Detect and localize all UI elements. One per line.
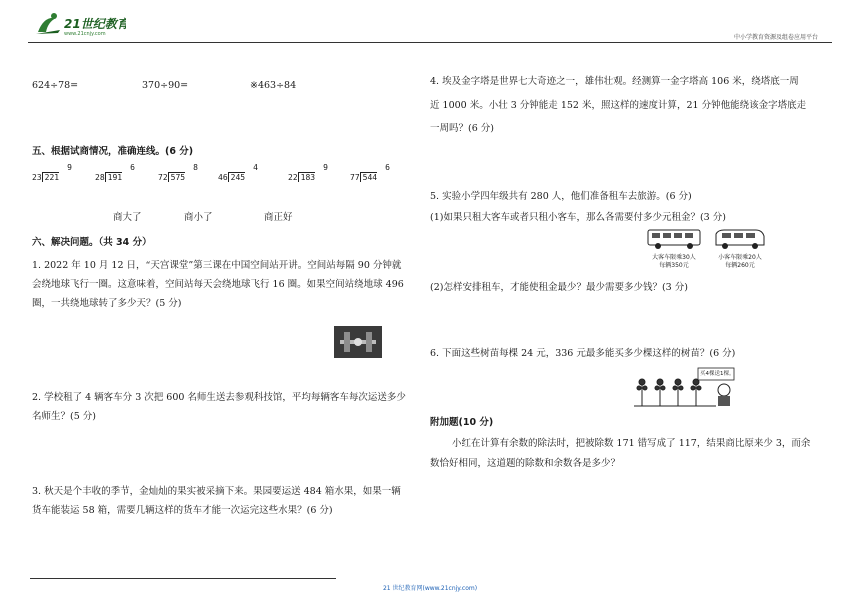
dividend: 221 bbox=[42, 172, 59, 182]
question-3-line: 3. 秋天是个丰收的季节，金灿灿的果实被采摘下来。果园要运送 484 箱水果，如果一辆 bbox=[32, 486, 401, 497]
space-station-image bbox=[334, 326, 382, 358]
small-bus-capacity: 小客车限乘20人 bbox=[718, 254, 762, 261]
divisor: 72 bbox=[158, 173, 168, 182]
question-6-line: 6. 下面这些树苗每棵 24 元，336 元最多能买多少棵这样的树苗？(6 分) bbox=[430, 348, 736, 359]
question-2-line: 名师生？(5 分) bbox=[32, 411, 96, 422]
long-division bbox=[350, 163, 392, 193]
quotient: 4 bbox=[253, 163, 258, 172]
question-2-line: 2. 学校租了 4 辆客车分 3 次把 600 名师生送去参观科技馆，平均每辆客车每次运送多少 bbox=[32, 392, 406, 403]
question-5-part-1: (1)如果只租大客车或者只租小客车，那么各需要付多少元租金？(3 分) bbox=[430, 212, 726, 223]
question-1-line: 会绕地球飞行一圈。这意味着，空间站每天会绕地球飞行 16 圈。如果空间站绕地球 496 bbox=[32, 279, 404, 290]
svg-text:21世纪教育: 21世纪教育 bbox=[64, 17, 126, 31]
small-bus-image bbox=[710, 228, 770, 272]
dividend: 245 bbox=[228, 172, 245, 182]
question-5-part-2: (2)怎样安排租车，才能使租金最少？最少需要多少钱？(3 分) bbox=[430, 282, 688, 293]
footer-site-text[interactable]: 21 世纪教育网(www.21cnjy.com) bbox=[382, 585, 478, 592]
divisor: 22 bbox=[288, 173, 298, 182]
quotient: 9 bbox=[67, 163, 72, 172]
divisor: 23 bbox=[32, 173, 42, 182]
question-3-line: 货车能装运 58 箱，需要几辆这样的货车才能一次运完这些水果？(6 分) bbox=[32, 505, 333, 516]
quotient: 9 bbox=[323, 163, 328, 172]
dividend: 191 bbox=[105, 172, 122, 182]
bonus-line: 数恰好相同，这道题的除数和余数各是多少？ bbox=[430, 458, 621, 469]
svg-text:www.21cnjy.com: www.21cnjy.com bbox=[64, 31, 106, 37]
big-bus-price: 每辆350元 bbox=[659, 262, 689, 269]
choice-label: 商小了 bbox=[184, 212, 213, 223]
calc-item: 370÷90= bbox=[142, 80, 189, 91]
question-4-line: 近 1000 米。小壮 3 分钟能走 152 米，照这样的速度计算，21 分钟他能绕该金字塔底走 bbox=[430, 100, 807, 111]
long-division bbox=[288, 163, 330, 193]
divisor: 28 bbox=[95, 173, 105, 182]
dividend: 544 bbox=[360, 172, 377, 182]
question-5-line: 5. 实验小学四年级共有 280 人，他们准备租车去旅游。(6 分) bbox=[430, 191, 692, 202]
calc-item: 624÷78= bbox=[32, 80, 79, 91]
saplings-image bbox=[632, 366, 736, 410]
question-4-line: 4. 埃及金字塔是世界七大奇迹之一，雄伟壮观。经测算一金字塔高 106 米，绕塔底一周 bbox=[430, 76, 799, 87]
platform-label: 中小学教育资源及组卷应用平台 bbox=[733, 34, 818, 41]
long-division bbox=[95, 163, 137, 193]
dividend: 183 bbox=[298, 172, 315, 182]
speech-bubble-text: 买4棵送1棵。 bbox=[700, 371, 735, 377]
question-1-line: 1. 2022 年 10 月 12 日，“天宫课堂”第三课在中国空间站开讲。空间站每隔 90 分钟就 bbox=[32, 260, 402, 271]
footer-rule bbox=[30, 578, 336, 579]
big-bus-capacity: 大客车限乘30人 bbox=[652, 254, 696, 261]
bonus-title: 附加题(10 分) bbox=[430, 417, 494, 428]
big-bus-image bbox=[646, 228, 702, 272]
long-division bbox=[32, 163, 74, 193]
quotient: 6 bbox=[130, 163, 135, 172]
calc-item: ※463÷84 bbox=[250, 80, 297, 91]
long-division bbox=[158, 163, 200, 193]
question-4-line: 一周吗？(6 分) bbox=[430, 123, 494, 134]
header-rule bbox=[28, 42, 832, 43]
section-6-title: 六、解决问题。（共 34 分） bbox=[32, 237, 152, 248]
choice-label: 商大了 bbox=[113, 212, 142, 223]
quotient: 6 bbox=[385, 163, 390, 172]
section-5-title: 五、根据试商情况，准确连线。(6 分) bbox=[32, 146, 194, 157]
question-1-line: 圈，一共绕地球转了多少天？(5 分) bbox=[32, 298, 182, 309]
quotient: 8 bbox=[193, 163, 198, 172]
choice-label: 商正好 bbox=[264, 212, 293, 223]
divisor: 77 bbox=[350, 173, 360, 182]
site-logo bbox=[34, 10, 126, 38]
dividend: 575 bbox=[168, 172, 185, 182]
long-division bbox=[218, 163, 260, 193]
small-bus-price: 每辆260元 bbox=[725, 262, 755, 269]
bonus-line: 小红在计算有余数的除法时，把被除数 171 错写成了 117，结果商比原来少 3，而余 bbox=[452, 438, 811, 449]
divisor: 46 bbox=[218, 173, 228, 182]
